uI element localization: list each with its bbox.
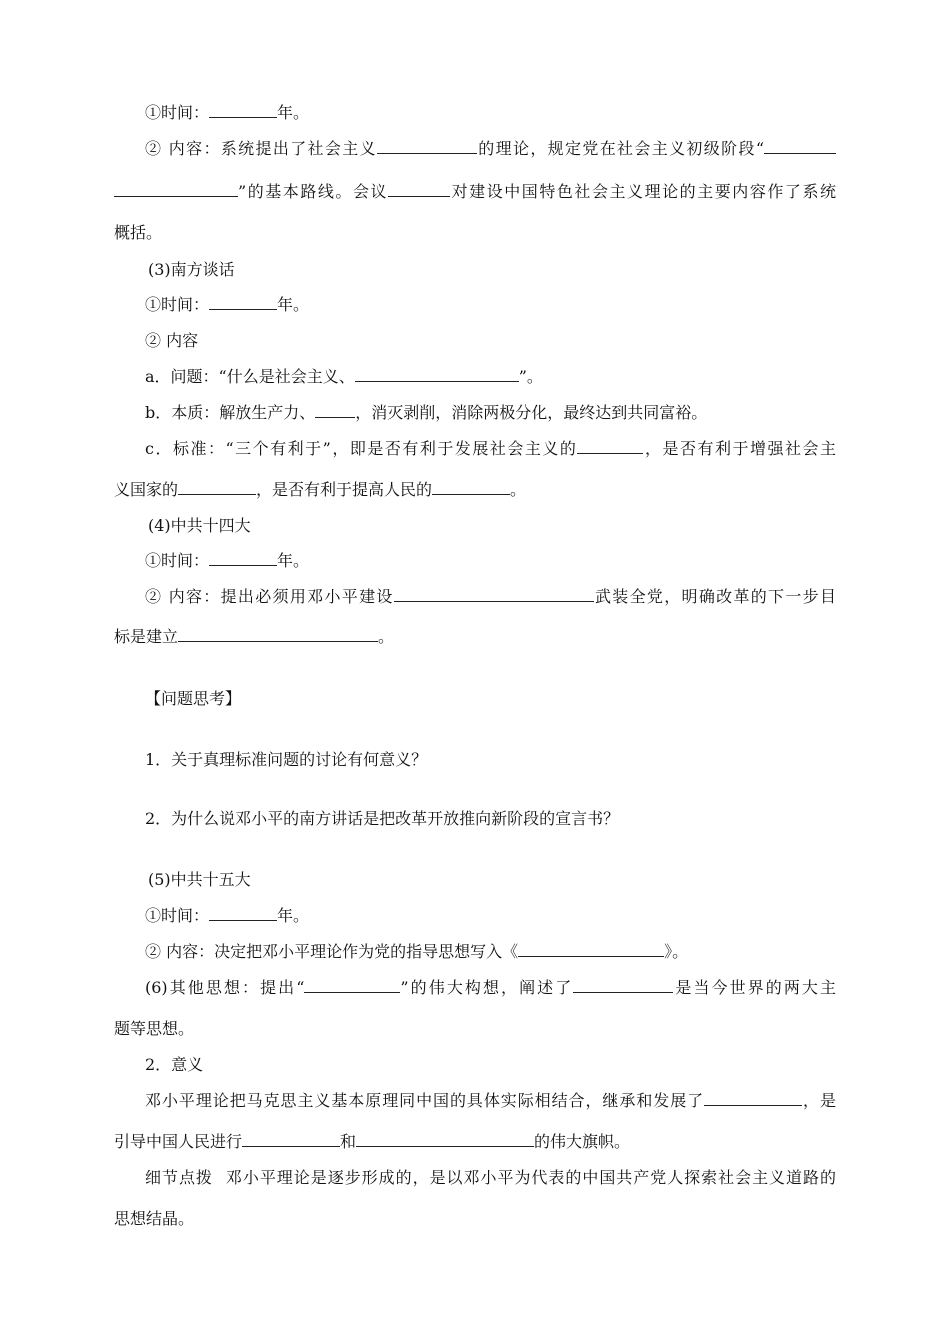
- blank[interactable]: [432, 479, 510, 495]
- blank[interactable]: [178, 626, 378, 642]
- detail-note-line-1: 细节点拨 邓小平理论是逐步形成的，是以邓小平为代表的中国共产党人探索社会主义道路的: [145, 1168, 836, 1187]
- section-15th-congress: (5)中共十五大: [148, 870, 251, 889]
- blank[interactable]: [394, 586, 594, 602]
- time-line-1: ①时间： 年。: [145, 103, 310, 122]
- blank[interactable]: [242, 1131, 340, 1147]
- significance-line-1: 邓小平理论把马克思主义基本原理同中国的具体实际相结合，继承和发展了 ，是: [145, 1091, 836, 1110]
- section-southern-talks: (3)南方谈话: [148, 260, 235, 279]
- content-label: ② 内容: [145, 331, 199, 350]
- item-b: b．本质：解放生产力、 ，消灭剥削，消除两极分化，最终达到共同富裕。: [145, 403, 708, 422]
- time-line-3: ①时间： 年。: [145, 551, 310, 570]
- blank[interactable]: [178, 479, 256, 495]
- blank[interactable]: [704, 1090, 802, 1106]
- content-line-1: ② 内容：系统提出了社会主义 的理论，规定党在社会主义初级阶段“: [145, 138, 836, 160]
- section-14th-congress: (4)中共十四大: [148, 516, 251, 535]
- blank[interactable]: [355, 366, 519, 382]
- content-line-6: ② 内容：决定把邓小平理论作为党的指导思想写入《 》。: [145, 942, 689, 961]
- item-c-line-2: 义国家的 ，是否有利于提高人民的 。: [114, 480, 527, 499]
- significance-heading: 2．意义: [145, 1055, 204, 1074]
- content-line-3: 概括。: [114, 223, 163, 242]
- content-line-4: ② 内容：提出必须用邓小平建设 武装全党，明确改革的下一步目: [145, 587, 836, 606]
- blank[interactable]: [114, 181, 238, 197]
- blank[interactable]: [764, 138, 836, 154]
- blank[interactable]: [304, 977, 400, 993]
- detail-note-line-2: 思想结晶。: [114, 1209, 195, 1228]
- blank[interactable]: [518, 941, 664, 957]
- other-thoughts-line-1: (6)其他思想：提出“ ”的伟大构想，阐述了 是当今世界的两大主: [145, 978, 836, 997]
- blank[interactable]: [315, 402, 355, 418]
- blank[interactable]: [209, 905, 277, 921]
- significance-line-2: 引导中国人民进行 和 的伟大旗帜。: [114, 1132, 631, 1151]
- blank[interactable]: [388, 181, 450, 197]
- blank[interactable]: [209, 294, 277, 310]
- question-section-title: 【问题思考】: [145, 689, 242, 708]
- blank[interactable]: [356, 1131, 534, 1147]
- item-c-line-1: c．标准：“三个有利于”，即是否有利于发展社会主义的 ，是否有利于增强社会主: [145, 439, 836, 458]
- question-2: 2．为什么说邓小平的南方讲话是把改革开放推向新阶段的宣言书？: [145, 809, 620, 828]
- blank[interactable]: [209, 102, 277, 118]
- content-line-5: 标是建立 。: [114, 627, 395, 646]
- blank[interactable]: [209, 550, 277, 566]
- blank[interactable]: [377, 138, 477, 154]
- question-1: 1．关于真理标准问题的讨论有何意义？: [145, 750, 428, 769]
- blank[interactable]: [577, 438, 643, 454]
- content-line-2: ”的基本路线。会议 对建设中国特色社会主义理论的主要内容作了系统: [114, 181, 836, 203]
- item-a: a．问题：“什么是社会主义、 ”。: [145, 367, 543, 386]
- time-line-2: ①时间： 年。: [145, 295, 310, 314]
- blank[interactable]: [573, 977, 673, 993]
- other-thoughts-line-2: 题等思想。: [114, 1019, 195, 1038]
- time-line-4: ①时间： 年。: [145, 906, 310, 925]
